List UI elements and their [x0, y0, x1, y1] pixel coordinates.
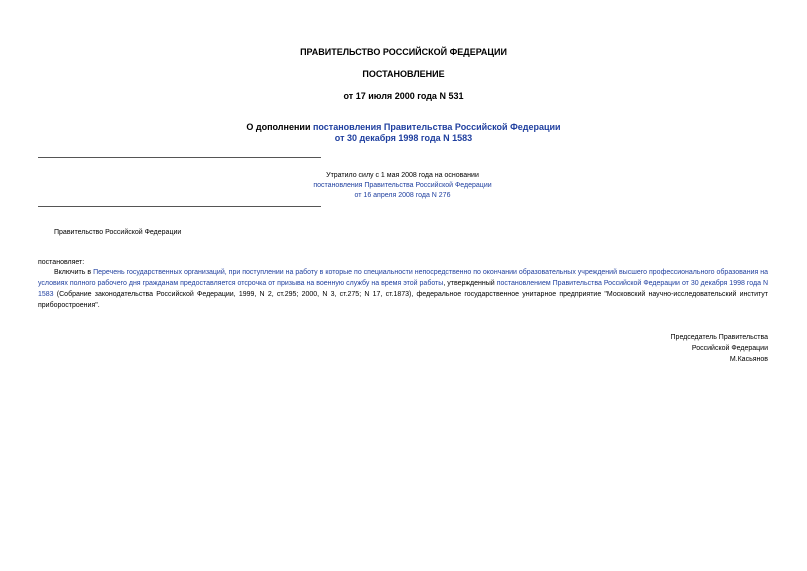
title-link-line2[interactable]: от 30 декабря 1998 года N 1583	[334, 133, 473, 143]
p1-end: (Собрание законодательства Российской Федерации, 1999, N 2, ст.295; 2000, N 3, ст.275; N 17, ст.1873), федеральное государственное унитарное предприятие "Московский научно-исследовательский институт приборостроения".	[38, 291, 768, 309]
body-intro: Правительство Российской Федерации	[54, 229, 182, 236]
body-paragraph-1	[38, 267, 768, 311]
document-type-heading: ПОСТАНОВЛЕНИЕ	[362, 69, 445, 79]
status-note-line1: Утратило силу с 1 мая 2008 года на основании	[326, 172, 479, 179]
divider-top	[38, 157, 321, 158]
date-number-heading: от 17 июля 2000 года N 531	[343, 91, 464, 101]
body-resolves: постановляет:	[38, 259, 85, 266]
title-prefix: О дополнении	[246, 122, 313, 132]
signature-name: М.Касьянов	[729, 356, 768, 363]
status-note-link-line3[interactable]: от 16 апреля 2008 года N 276	[354, 192, 451, 199]
signature-line1: Председатель Правительства	[670, 334, 768, 341]
signature-block	[671, 332, 768, 365]
signature-line2: Российской Федерации	[691, 345, 768, 352]
status-note	[200, 171, 605, 201]
p1-link-resolution[interactable]: постановлением Правительства Российской Федерации от 30 декабря 1998 года N 1583	[38, 280, 768, 298]
issuer-heading: ПРАВИТЕЛЬСТВО РОССИЙСКОЙ ФЕДЕРАЦИИ	[300, 47, 507, 57]
divider-bottom	[38, 206, 321, 207]
p1-link-list[interactable]: Перечень государственных организаций, при поступлении на работу в которые по специальности непосредственно по окончании образовательных учреждений высшего профессионального образования на условиях полного рабочего дня гражданам предоставляется отсрочка от призыва на военную службу на время этой работы	[38, 269, 768, 287]
p1-mid: , утвержденный	[443, 280, 497, 287]
title-link-line1[interactable]: постановления Правительства Российской Федерации	[312, 122, 561, 132]
document-title	[0, 122, 807, 144]
p1-start: Включить в	[54, 269, 94, 276]
status-note-link-line2[interactable]: постановления Правительства Российской Федерации	[313, 182, 492, 189]
